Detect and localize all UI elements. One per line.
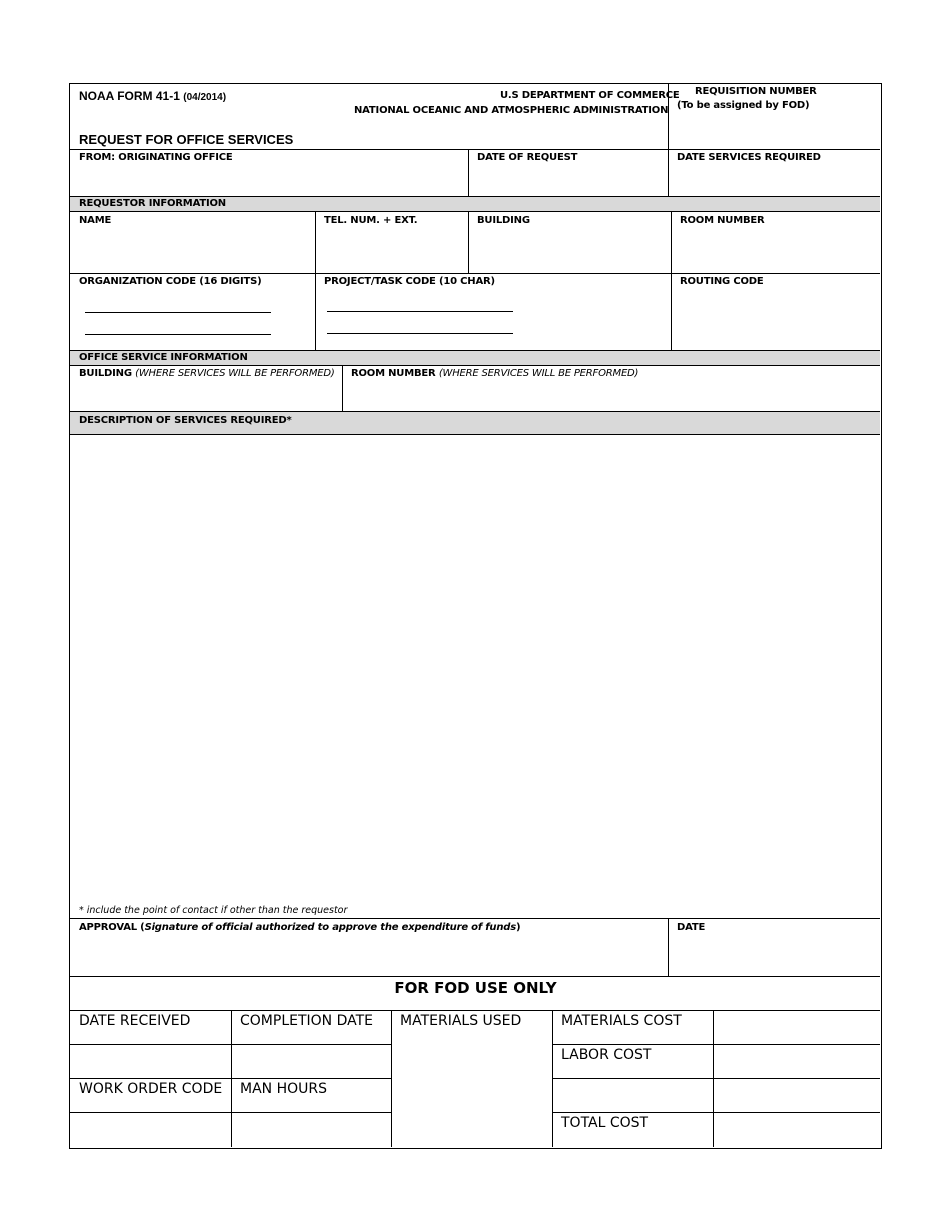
approval-date-field[interactable]: [675, 940, 875, 970]
description-section-header: [70, 411, 880, 435]
form-title: REQUEST FOR OFFICE SERVICES: [79, 132, 294, 147]
fod-title: FOR FOD USE ONLY: [394, 979, 557, 997]
approval-label-italic: Signature of official authorized to approve the expenditure of funds: [144, 922, 516, 933]
man-hours-field[interactable]: [236, 1117, 386, 1141]
office-service-section-title: OFFICE SERVICE INFORMATION: [79, 352, 248, 363]
service-building-label: [79, 368, 335, 379]
divider: [342, 366, 343, 411]
requisition-number-label: REQUISITION NUMBER: [695, 86, 817, 97]
divider: [552, 1078, 880, 1079]
divider: [231, 1011, 232, 1147]
date-services-required-field[interactable]: [675, 167, 875, 191]
department-name: U.S DEPARTMENT OF COMMERCE: [500, 90, 680, 101]
divider: [70, 273, 880, 274]
service-room-label-text: ROOM NUMBER: [351, 368, 436, 379]
project-task-code-line-2[interactable]: [327, 319, 513, 333]
underline: [85, 334, 271, 335]
divider: [468, 212, 469, 273]
organization-code-label: ORGANIZATION CODE (16 DIGITS): [79, 276, 262, 287]
requisition-number-note: (To be assigned by FOD): [677, 100, 810, 111]
organization-code-line-2[interactable]: [85, 320, 271, 334]
building-label: BUILDING: [477, 215, 530, 226]
date-received-label: DATE RECEIVED: [79, 1013, 191, 1029]
date-of-request-label: DATE OF REQUEST: [477, 152, 578, 163]
service-building-label-text: BUILDING: [79, 368, 132, 379]
divider: [668, 84, 669, 196]
divider: [70, 1010, 880, 1011]
labor-cost-field[interactable]: [718, 1049, 875, 1073]
date-of-request-field[interactable]: [474, 167, 662, 191]
building-field[interactable]: [474, 232, 662, 268]
tel-label: TEL. NUM. + EXT.: [324, 215, 418, 226]
room-number-field[interactable]: [677, 232, 875, 268]
work-order-code-field[interactable]: [75, 1117, 225, 1141]
man-hours-label: MAN HOURS: [240, 1081, 327, 1097]
approval-label-prefix: APPROVAL (: [79, 922, 145, 933]
underline: [327, 333, 513, 334]
divider: [70, 976, 880, 977]
form-number: [79, 89, 226, 103]
divider: [713, 1011, 714, 1147]
approval-label-suffix: ): [515, 922, 521, 933]
materials-cost-field[interactable]: [718, 1015, 875, 1039]
divider: [552, 1044, 880, 1045]
labor-cost-label: LABOR COST: [561, 1047, 652, 1063]
divider: [668, 919, 669, 976]
work-order-code-label: WORK ORDER CODE: [79, 1081, 223, 1097]
description-textarea[interactable]: [76, 440, 874, 900]
from-office-label: FROM: ORIGINATING OFFICE: [79, 152, 233, 163]
divider: [315, 212, 316, 350]
divider: [70, 918, 880, 919]
total-cost-field[interactable]: [718, 1117, 875, 1141]
name-field[interactable]: [76, 232, 308, 268]
date-received-field[interactable]: [75, 1049, 225, 1073]
service-building-note: (WHERE SERVICES WILL BE PERFORMED): [135, 368, 335, 379]
approval-label: [79, 922, 520, 933]
requestor-section-title: REQUESTOR INFORMATION: [79, 198, 226, 209]
form-number-text: NOAA FORM 41-1: [79, 89, 180, 103]
form-revision-date: (04/2014): [183, 92, 227, 103]
description-footnote: * include the point of contact if other than the requestor: [79, 905, 348, 916]
divider: [70, 149, 880, 150]
agency-name: NATIONAL OCEANIC AND ATMOSPHERIC ADMINISTRATION: [354, 105, 669, 116]
routing-code-label: ROUTING CODE: [680, 276, 764, 287]
approval-date-label: DATE: [677, 922, 706, 933]
completion-date-field[interactable]: [236, 1049, 386, 1073]
materials-used-field[interactable]: [396, 1049, 546, 1143]
divider: [70, 1044, 391, 1045]
service-room-note: (WHERE SERVICES WILL BE PERFORMED): [438, 368, 639, 379]
materials-cost-label: MATERIALS COST: [561, 1013, 682, 1029]
divider: [468, 150, 469, 196]
routing-code-field[interactable]: [677, 295, 875, 335]
extra-cost-label-field[interactable]: [557, 1083, 707, 1107]
divider: [391, 1011, 392, 1147]
requestor-section-header: [70, 196, 880, 212]
underline: [85, 312, 271, 313]
divider: [70, 1078, 391, 1079]
divider: [70, 1112, 391, 1113]
underline: [327, 311, 513, 312]
service-room-label: [351, 368, 638, 379]
office-service-section-header: [70, 350, 880, 366]
materials-used-label: MATERIALS USED: [400, 1013, 522, 1029]
total-cost-label: TOTAL COST: [561, 1115, 649, 1131]
requisition-number-field[interactable]: [675, 116, 875, 144]
tel-field[interactable]: [321, 232, 463, 268]
project-task-code-line-1[interactable]: [327, 297, 513, 311]
description-section-title: DESCRIPTION OF SERVICES REQUIRED*: [79, 415, 292, 426]
project-task-code-label: PROJECT/TASK CODE (10 CHAR): [324, 276, 495, 287]
service-building-field[interactable]: [76, 384, 338, 408]
completion-date-label: COMPLETION DATE: [240, 1013, 374, 1029]
approval-signature-field[interactable]: [76, 940, 662, 970]
service-room-field[interactable]: [348, 384, 875, 408]
from-office-field[interactable]: [76, 167, 462, 191]
divider: [552, 1112, 880, 1113]
organization-code-line-1[interactable]: [85, 298, 271, 312]
room-number-label: ROOM NUMBER: [680, 215, 765, 226]
divider: [671, 212, 672, 350]
date-services-required-label: DATE SERVICES REQUIRED: [677, 152, 821, 163]
extra-cost-field[interactable]: [718, 1083, 875, 1107]
name-label: NAME: [79, 215, 112, 226]
divider: [552, 1011, 553, 1147]
